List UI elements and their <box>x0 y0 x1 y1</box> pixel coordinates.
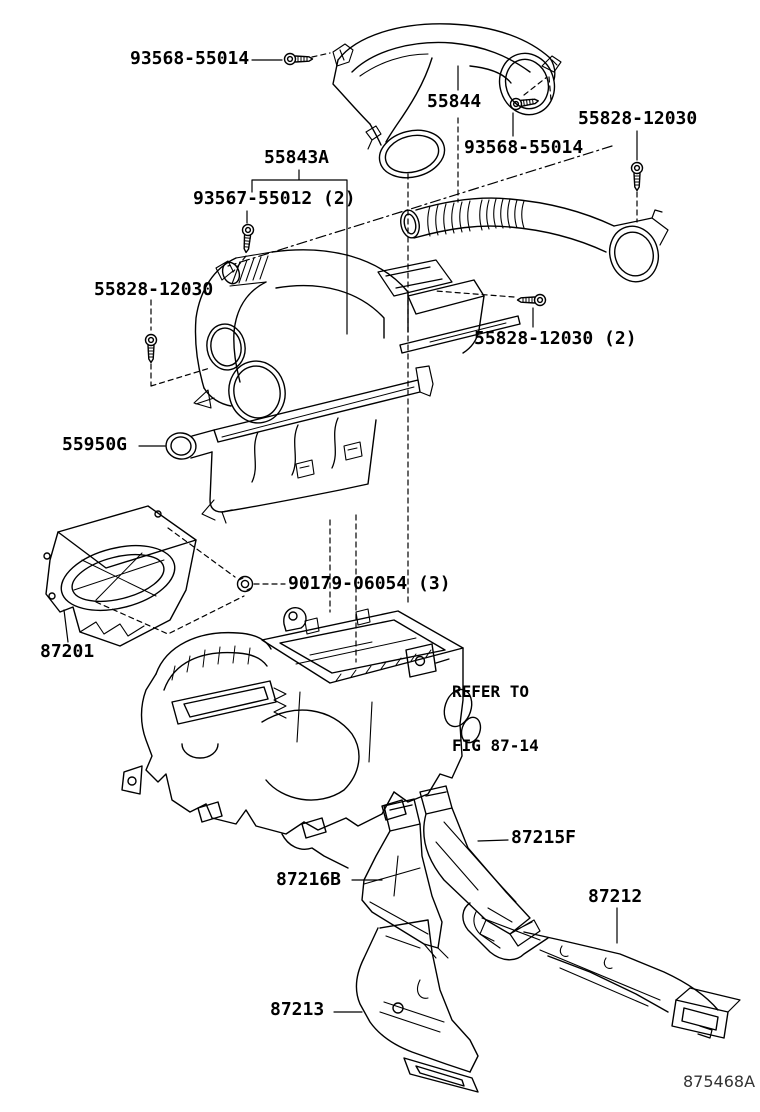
callout-93568-55014-top: 93568-55014 <box>130 48 250 69</box>
heater-unit-drawing <box>122 608 484 868</box>
callout-87216b: 87216B <box>276 869 342 890</box>
callout-55828-12030-right: 55828-12030 <box>578 108 698 129</box>
screw-icon <box>241 224 254 253</box>
refer-note <box>452 647 539 791</box>
duct-87212-drawing <box>463 903 740 1038</box>
duct-87215f-drawing <box>420 786 540 946</box>
callout-55828-12030-center: 55828-12030 (2) <box>474 328 637 349</box>
screw-icon <box>518 295 546 306</box>
callout-55950g: 55950G <box>62 434 128 455</box>
callout-87212: 87212 <box>588 886 643 907</box>
duct-55843a-hose-drawing <box>398 198 668 288</box>
screw-icon <box>146 335 157 363</box>
screw-icon <box>632 163 643 191</box>
callout-93567-55012: 93567-55012 (2) <box>193 188 356 209</box>
callout-93568-55014-right: 93568-55014 <box>464 137 584 158</box>
nut-90179-drawing <box>238 577 253 592</box>
callout-55844: 55844 <box>427 91 482 112</box>
refer-note-line2: FIG 87-14 <box>452 736 539 755</box>
duct-87201-drawing <box>44 506 196 646</box>
callout-55843a: 55843A <box>264 147 330 168</box>
screw-icon <box>285 54 313 65</box>
duct-87213-drawing <box>357 920 478 1092</box>
figure-code: 875468A <box>683 1072 756 1091</box>
callout-87215f: 87215F <box>511 827 577 848</box>
callout-87213: 87213 <box>270 999 325 1020</box>
callout-87201: 87201 <box>40 641 95 662</box>
callout-90179-06054: 90179-06054 (3) <box>288 573 451 594</box>
refer-note-line1: REFER TO <box>452 682 530 701</box>
callout-55828-12030-left: 55828-12030 <box>94 279 214 300</box>
